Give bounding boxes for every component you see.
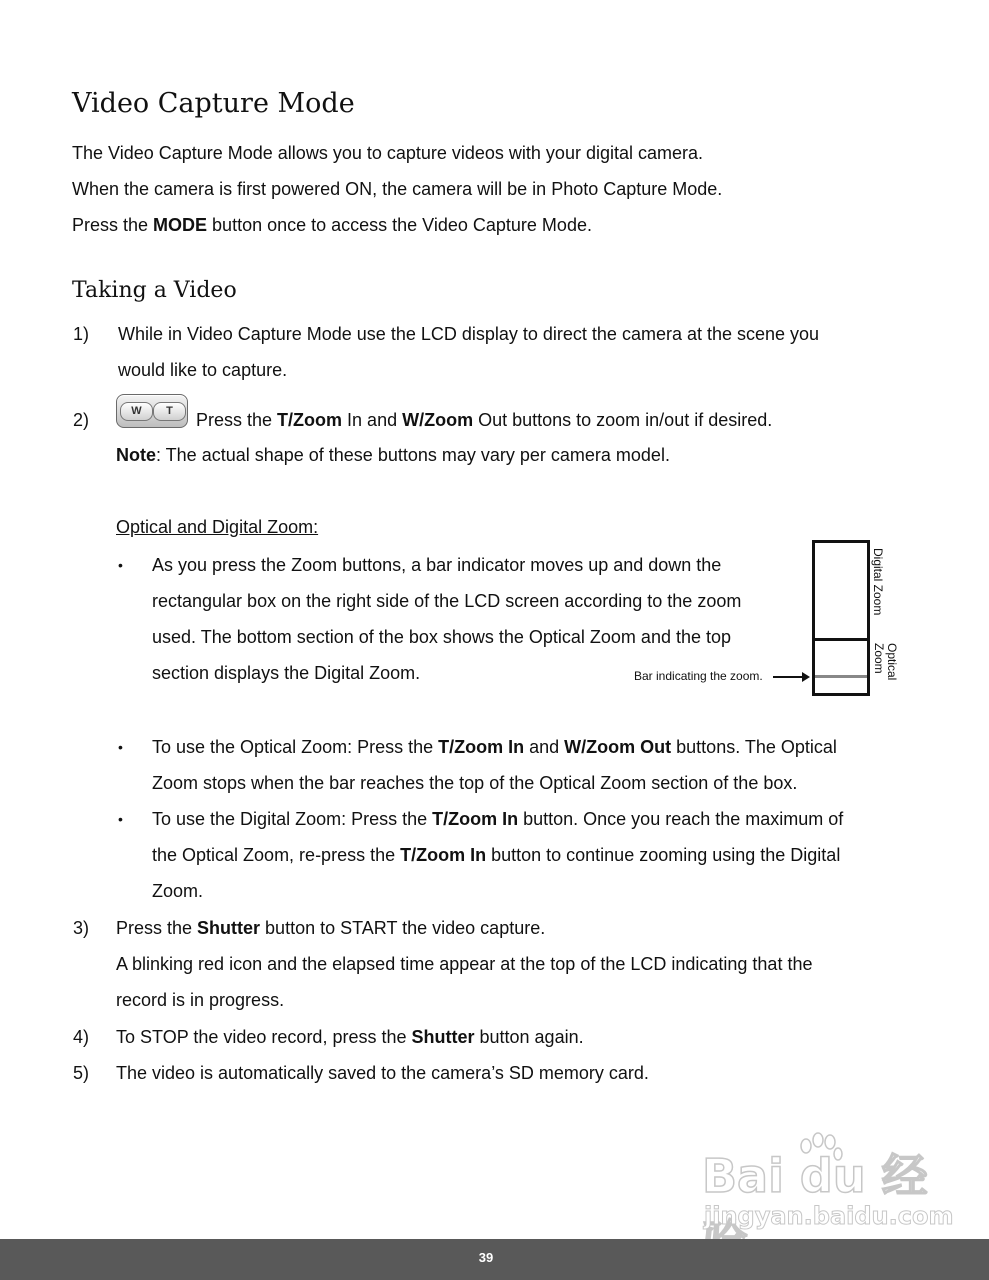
- bar-indicator-arrow: [773, 676, 803, 678]
- page-title: Video Capture Mode: [72, 88, 355, 119]
- zoom-w-button-icon: W: [120, 402, 153, 421]
- step-4-text: To STOP the video record, press the Shutter button again.: [116, 1027, 584, 1047]
- step-2-text: Press the T/Zoom In and W/Zoom Out buttons to zoom in/out if desired.: [196, 410, 773, 430]
- intro-paragraph-3: Press the MODE button once to access the Video Capture Mode.: [72, 215, 592, 235]
- bullet-1-line-4: section displays the Digital Zoom.: [152, 663, 421, 683]
- bullet-3-marker: •: [118, 811, 123, 827]
- step-5-number: 5): [73, 1063, 90, 1083]
- bullet-1-marker: •: [118, 557, 123, 573]
- page-number: 39: [478, 1250, 494, 1265]
- step-3-line-2: A blinking red icon and the elapsed time appear at the top of the LCD indicating that the: [116, 954, 813, 974]
- intro-paragraph-2: When the camera is first powered ON, the camera will be in Photo Capture Mode.: [72, 179, 723, 199]
- zoom-section-divider: [812, 638, 870, 641]
- zoom-indicator-box: [812, 540, 870, 696]
- intro-paragraph-1: The Video Capture Mode allows you to capture videos with your digital camera.: [72, 143, 704, 163]
- zoom-bar-indicator: [815, 675, 867, 678]
- step-5-text: The video is automatically saved to the camera’s SD memory card.: [116, 1063, 649, 1083]
- digital-zoom-label: Digital Zoom: [871, 548, 885, 616]
- zoom-subheading: Optical and Digital Zoom:: [116, 517, 319, 537]
- arrow-head-icon: [802, 672, 810, 682]
- bar-indicator-label: Bar indicating the zoom.: [634, 669, 763, 683]
- zoom-t-button-icon: T: [153, 402, 186, 421]
- bullet-1-line-3: used. The bottom section of the box shows the Optical Zoom and the top: [152, 627, 732, 647]
- bullet-1-line-1: As you press the Zoom buttons, a bar indicator moves up and down the: [152, 555, 722, 575]
- bullet-3-line-2: the Optical Zoom, re-press the T/Zoom In button to continue zooming using the Digital: [152, 845, 841, 865]
- section-title: Taking a Video: [72, 278, 237, 303]
- bullet-1-line-2: rectangular box on the right side of the LCD screen according to the zoom: [152, 591, 742, 611]
- bullet-3-line-1: To use the Digital Zoom: Press the T/Zoom In button. Once you reach the maximum of: [152, 809, 844, 829]
- step-3-line-3: record is in progress.: [116, 990, 285, 1010]
- step-4-number: 4): [73, 1027, 90, 1047]
- bullet-2-line-1: To use the Optical Zoom: Press the T/Zoom In and W/Zoom Out buttons. The Optical: [152, 737, 837, 757]
- step-1-line-1: While in Video Capture Mode use the LCD display to direct the camera at the scene you: [118, 324, 820, 344]
- watermark-line-2: jingyan.baidu.com: [704, 1202, 954, 1230]
- step-3-line-1: Press the Shutter button to START the video capture.: [116, 918, 546, 938]
- baidu-watermark: [702, 1132, 954, 1240]
- bullet-2-marker: •: [118, 739, 123, 755]
- optical-zoom-label-2: Zoom: [872, 643, 886, 674]
- bullet-3-line-3: Zoom.: [152, 881, 204, 901]
- zoom-wt-button-image: [116, 394, 188, 428]
- step-2-number: 2): [73, 410, 90, 430]
- step-1-number: 1): [73, 324, 90, 344]
- step-3-number: 3): [73, 918, 90, 938]
- note: Note: The actual shape of these buttons may vary per camera model.: [116, 445, 670, 465]
- step-1-line-2: would like to capture.: [118, 360, 288, 380]
- bullet-2-line-2: Zoom stops when the bar reaches the top of the Optical Zoom section of the box.: [152, 773, 798, 793]
- page-footer: [0, 1239, 989, 1280]
- watermark-line-1: Bai du 经: [702, 1149, 928, 1203]
- optical-zoom-label-1: Optical: [885, 643, 899, 681]
